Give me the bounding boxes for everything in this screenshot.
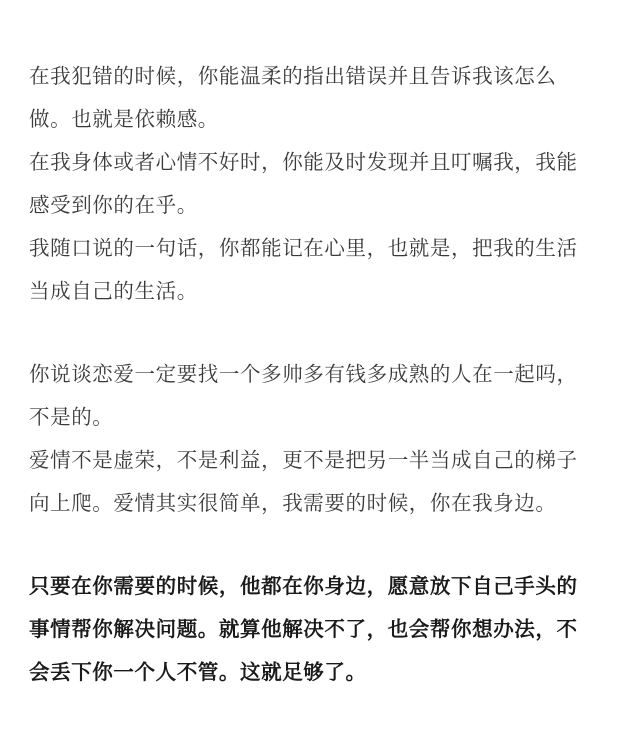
text-line: 不是的。 — [29, 405, 114, 429]
text-line: 我随口说的一句话，你都能记在心里，也就是，把我的生活 — [29, 236, 578, 260]
text-line: 当成自己的生活。 — [29, 279, 198, 303]
text-line: 只要在你需要的时候，他都在你身边，愿意放下自己手头的 — [29, 574, 578, 598]
text-line: 会丢下你一个人不管。这就足够了。 — [29, 660, 367, 684]
text-line: 感受到你的在乎。 — [29, 193, 198, 217]
text-line: 事情帮你解决问题。就算他解决不了，也会帮你想办法，不 — [29, 617, 578, 641]
text-line: 你说谈恋爱一定要找一个多帅多有钱多成熟的人在一起吗， — [29, 362, 578, 386]
text-line: 做。也就是依赖感。 — [29, 107, 219, 131]
text-line: 爱情不是虚荣，不是利益，更不是把另一半当成自己的梯子 — [29, 448, 578, 472]
text-line: 向上爬。爱情其实很简单，我需要的时候，你在我身边。 — [29, 491, 557, 515]
text-line: 在我身体或者心情不好时，你能及时发现并且叮嘱我，我能 — [29, 150, 578, 174]
text-line: 在我犯错的时候，你能温柔的指出错误并且告诉我该怎么 — [29, 64, 557, 88]
